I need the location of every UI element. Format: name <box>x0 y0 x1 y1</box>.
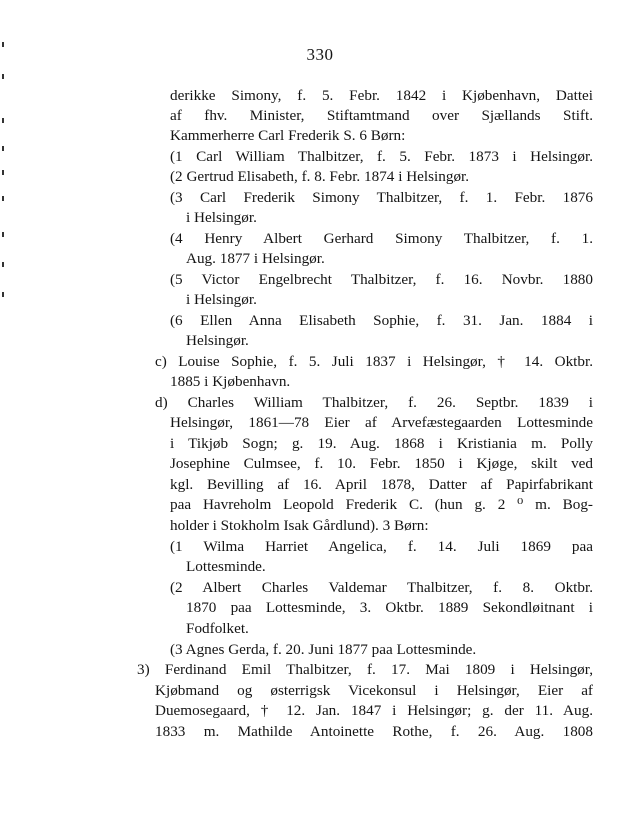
speck <box>2 262 4 267</box>
speck <box>2 196 4 201</box>
text-line: i Tikjøb Sogn; g. 19. Aug. 1868 i Kristiania m. Polly <box>170 435 593 452</box>
text-line: Fodfolket. <box>186 620 249 637</box>
text-line: i Helsingør. <box>186 209 257 226</box>
text-line: c) Louise Sophie, f. 5. Juli 1837 i Helsingør, † 14. Oktbr. <box>155 353 593 370</box>
text-line: (5 Victor Engelbrecht Thalbitzer, f. 16. Novbr. 1880 <box>170 271 593 288</box>
text-line: Lottesminde. <box>186 558 266 575</box>
text-line: Kammerherre Carl Frederik S. 6 Børn: <box>170 127 406 144</box>
text-line: paa Havreholm Leopold Frederik C. (hun g. 2 ⁰ m. Bog- <box>170 496 593 513</box>
text-line: Duemosegaard, † 12. Jan. 1847 i Helsingør; g. der 11. Aug. <box>155 702 593 719</box>
text-line: (3 Agnes Gerda, f. 20. Juni 1877 paa Lottesminde. <box>170 641 477 658</box>
text-line: holder i Stokholm Isak Gårdlund). 3 Børn: <box>170 517 429 534</box>
page-number: 330 <box>306 45 334 64</box>
text-line: derikke Simony, f. 5. Febr. 1842 i Kjøbenhavn, Dattei <box>170 87 593 104</box>
text-line: (2 Gertrud Elisabeth, f. 8. Febr. 1874 i Helsingør. <box>170 168 470 185</box>
text-line: (6 Ellen Anna Elisabeth Sophie, f. 31. Jan. 1884 i <box>170 312 593 329</box>
text-line: Josephine Culmsee, f. 10. Febr. 1850 i Kjøge, skilt ved <box>170 455 593 472</box>
text-line: Helsingør. <box>186 332 249 349</box>
text-line: d) Charles William Thalbitzer, f. 26. Septbr. 1839 i <box>155 394 593 411</box>
text-line: (4 Henry Albert Gerhard Simony Thalbitzer, f. 1. <box>170 230 593 247</box>
text-line: 3) Ferdinand Emil Thalbitzer, f. 17. Mai 1809 i Helsingør, <box>137 661 593 678</box>
speck <box>2 146 4 151</box>
text-line: 1885 i Kjøbenhavn. <box>170 373 291 390</box>
text-line: Kjøbmand og østerrigsk Vicekonsul i Helsingør, Eier af <box>155 682 593 699</box>
text-line: 1833 m. Mathilde Antoinette Rothe, f. 26. Aug. 1808 <box>155 723 593 740</box>
text-line: Helsingør, 1861—78 Eier af Arvefæstegaarden Lottesminde <box>170 414 593 431</box>
text-line: (3 Carl Frederik Simony Thalbitzer, f. 1. Febr. 1876 <box>170 189 593 206</box>
text-line: Aug. 1877 i Helsingør. <box>186 250 325 267</box>
text-line: i Helsingør. <box>186 291 257 308</box>
speck <box>2 292 4 297</box>
text-line: (1 Carl William Thalbitzer, f. 5. Febr. 1873 i Helsingør. <box>170 148 593 165</box>
speck <box>2 232 4 237</box>
speck <box>2 74 4 79</box>
text-line: (1 Wilma Harriet Angelica, f. 14. Juli 1869 paa <box>170 538 593 555</box>
text-line: af fhv. Minister, Stiftamtmand over Sjællands Stift. <box>170 107 593 124</box>
text-line: (2 Albert Charles Valdemar Thalbitzer, f. 8. Oktbr. <box>170 579 593 596</box>
speck <box>2 118 4 123</box>
text-line: kgl. Bevilling af 16. April 1878, Datter af Papirfabrikant <box>170 476 593 493</box>
speck <box>2 170 4 175</box>
text-line: 1870 paa Lottesminde, 3. Oktbr. 1889 Sekondløitnant i <box>186 599 593 616</box>
